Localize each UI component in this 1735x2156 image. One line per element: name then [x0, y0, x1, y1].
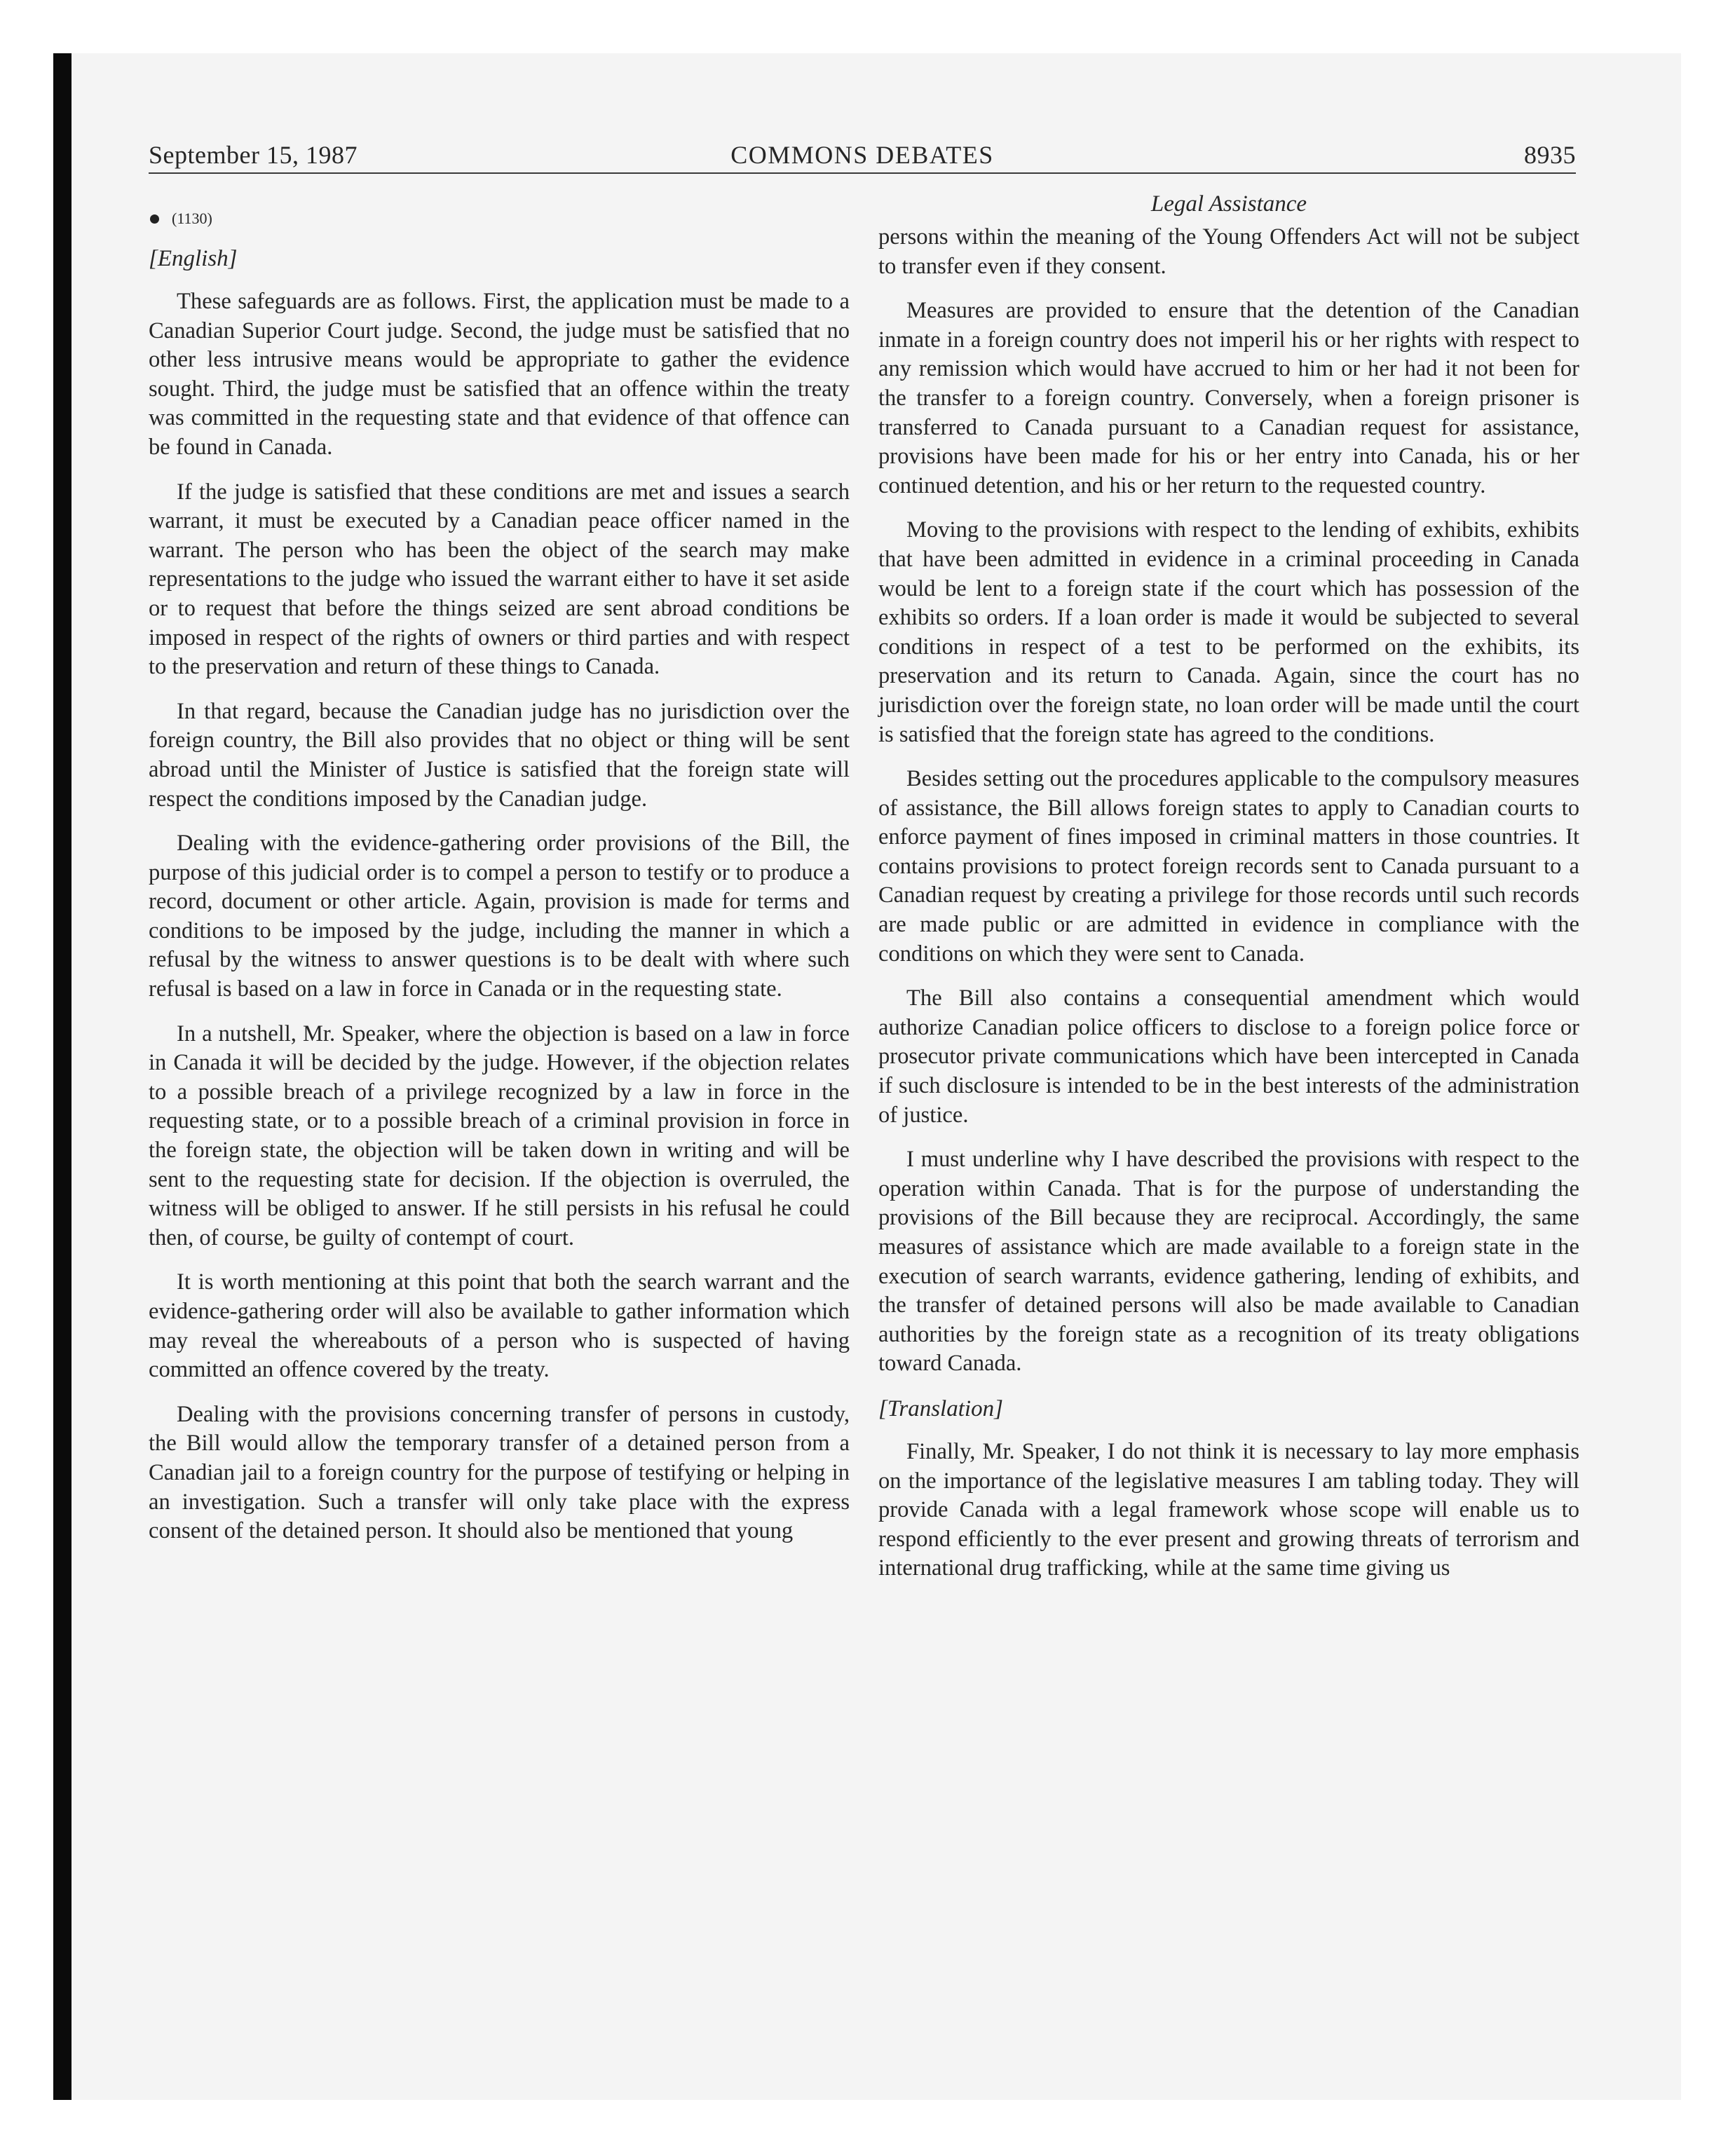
language-tag-translation: [Translation] — [878, 1396, 1003, 1421]
header-page-number: 8935 — [1524, 141, 1576, 169]
paragraph: Besides setting out the procedures applicable to the compulsory measures of assistance, the Bill allows foreign states to apply to Canadian courts to enforce payment of fines imposed in criminal matters in those countries. It contains provisions to protect foreign records sent to Canada pursuant to a Canadian request by creating a privilege for those records until such records are made public or are admitted in evidence in compliance with the conditions on which they were sent to Canada. — [878, 766, 1579, 967]
header-publication: COMMONS DEBATES — [730, 141, 994, 169]
left-column — [149, 189, 850, 1562]
continued-paragraph: persons within the meaning of the Young Offenders Act will not be subject to transfer even if they consent. — [878, 224, 1579, 279]
paragraph: These safeguards are as follows. First, the application must be made to a Canadian Superior Court judge. Second, the judge must be satisfied that no other less intrusive means would be appropriate to gather the evidence sought. Third, the judge must be satisfied that an offence within the treaty was committed in the requesting state and that evidence of that offence can be found in Canada. — [149, 289, 850, 460]
paragraph: It is worth mentioning at this point that both the search warrant and the evidence-gathering order will also be available to gather information which may reveal the whereabouts of a person who is suspected of having committed an offence covered by the treaty. — [149, 1269, 850, 1383]
header-rule — [149, 172, 1576, 174]
scan-edge-bar — [53, 53, 72, 2100]
paragraph: Moving to the provisions with respect to the lending of exhibits, exhibits that have been admitted in evidence in a criminal proceeding in Canada would be lent to a foreign state if the court which has possession of the exhibits so orders. If a loan order is made it would be subjected to several conditions in respect of a test to be performed on the exhibits, its preservation and its return to Canada. Again, since the court has no jurisdiction over the foreign state, no loan order will be made until the court is satisfied that the foreign state has agreed to the conditions. — [878, 517, 1579, 747]
paragraph: Finally, Mr. Speaker, I do not think it is necessary to lay more emphasis on the importance of the legislative measures I am tabling today. They will provide Canada with a legal framework whose scope will enable us to respond efficiently to the ever present and growing threats of terrorism and international drug trafficking, while at the same time giving us — [878, 1438, 1579, 1581]
paragraph: The Bill also contains a consequential amendment which would authorize Canadian police officers to disclose to a foreign police force or prosecutor private communications which have been intercepted in Canada if such disclosure is intended to be in the best interests of the administration of justice. — [878, 985, 1579, 1128]
right-column — [878, 189, 1579, 1599]
bullet-icon — [150, 214, 159, 224]
timestamp-text: (1130) — [172, 210, 212, 227]
paragraph: In that regard, because the Canadian judge has no jurisdiction over the foreign country, the Bill also provides that no object or thing will be sent abroad until the Minister of Justice is satisfied that the foreign state will respect the conditions imposed by the Canadian judge. — [149, 698, 850, 812]
header-date: September 15, 1987 — [149, 141, 358, 169]
paragraph: I must underline why I have described the provisions with respect to the operation within Canada. That is for the purpose of understanding the provisions of the Bill because they are reciprocal. Accordingly, the same measures of assistance which are made available to a foreign state in the execution of search warrants, evidence gathering, lending of exhibits, and the transfer of detained persons will also be made available to Canadian authorities by the foreign state as a recognition of its treaty obligations toward Canada. — [878, 1147, 1579, 1377]
section-heading: Legal Assistance — [1150, 191, 1307, 217]
paragraph: In a nutshell, Mr. Speaker, where the objection is based on a law in force in Canada it will be decided by the judge. However, if the objection relates to a possible breach of a privilege recognized by a law in force in the requesting state, or to a possible breach of a criminal provision in force in the foreign state, the objection will be taken down in writing and will be sent to the requesting state for decision. If the objection is overruled, the witness will be obliged to answer. If he still persists in his refusal he could then, of course, be guilty of contempt of court. — [149, 1021, 850, 1250]
paragraph: Measures are provided to ensure that the detention of the Canadian inmate in a foreign country does not imperil his or her rights with respect to any remission which would have accrued to him or her had it not been for the transfer to a foreign country. Conversely, when a foreign prisoner is transferred to Canada pursuant to a Canadian request for assistance, provisions have been made for his or her entry into Canada, his or her continued detention, and his or her return to the requested country. — [878, 298, 1579, 498]
language-tag-english: [English] — [149, 246, 238, 271]
paragraph: Dealing with the provisions concerning transfer of persons in custody, the Bill would allow the temporary transfer of a detained person from a Canadian jail to a foreign country for the purpose of testifying or helping in an investigation. Such a transfer will only take place with the express consent of the detained person. It should also be mentioned that young — [149, 1401, 850, 1544]
time-marker — [149, 199, 850, 238]
running-header — [149, 137, 1576, 172]
paragraph: If the judge is satisfied that these conditions are met and issues a search warrant, it must be executed by a Canadian peace officer named in the warrant. The person who has been the object of the search may make representations to the judge who issued the warrant either to have it set aside or to request that before the things seized are sent abroad conditions be imposed in respect of the rights of owners or third parties and with respect to the preservation and return of these things to Canada. — [149, 479, 850, 680]
paragraph: Dealing with the evidence-gathering order provisions of the Bill, the purpose of this judicial order is to compel a person to testify or to produce a record, document or other article. Again, provision is made for terms and conditions to be imposed by the judge, including the manner in which a refusal by the witness to answer questions is to be dealt with where such refusal is based on a law in force in Canada or in the requesting state. — [149, 831, 850, 1002]
